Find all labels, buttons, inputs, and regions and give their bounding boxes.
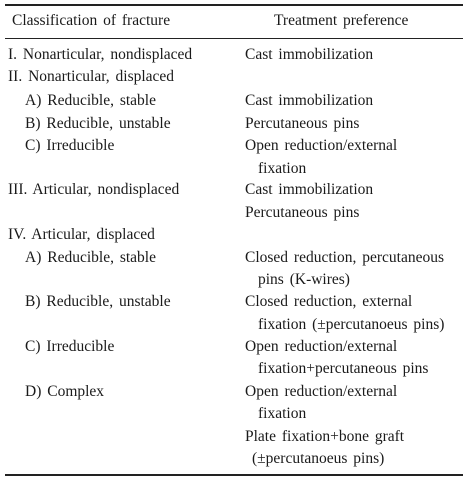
row-treatment-line: Closed reduction, external <box>245 293 413 310</box>
header-rule <box>5 38 463 39</box>
row-classification: IV. Articular, displaced <box>8 226 155 243</box>
row-treatment-line: fixation+percutaneous pins <box>258 360 429 377</box>
row-classification: III. Articular, nondisplaced <box>8 181 180 198</box>
row-classification: B) Reducible, unstable <box>25 293 171 310</box>
table-bottom-rule <box>5 474 463 476</box>
row-classification: A) Reducible, stable <box>25 92 156 109</box>
row-classification: C) Irreducible <box>25 338 115 355</box>
row-classification: B) Reducible, unstable <box>25 115 171 132</box>
row-treatment-line: Plate fixation+bone graft <box>245 428 405 445</box>
row-treatment-line: fixation (±percutanoeus pins) <box>258 316 445 333</box>
row-treatment-line: fixation <box>258 160 307 177</box>
row-treatment-line: Percutaneous pins <box>245 115 360 132</box>
row-treatment-line: fixation <box>258 405 307 422</box>
row-treatment-line: Percutaneous pins <box>245 204 360 221</box>
row-classification: C) Irreducible <box>25 137 115 154</box>
row-classification: A) Reducible, stable <box>25 249 156 266</box>
row-treatment-line: Open reduction/external <box>245 383 398 400</box>
row-classification: D) Complex <box>25 383 105 400</box>
row-treatment-line: Closed reduction, percutaneous <box>245 249 444 266</box>
row-classification: II. Nonarticular, displaced <box>8 68 175 85</box>
header-treatment: Treatment preference <box>274 12 409 29</box>
row-classification: I. Nonarticular, nondisplaced <box>8 46 193 63</box>
row-treatment-line: Open reduction/external <box>245 338 398 355</box>
row-treatment-line: Cast immobilization <box>245 46 374 63</box>
row-treatment-line: Cast immobilization <box>245 92 374 109</box>
row-treatment-line: Open reduction/external <box>245 137 398 154</box>
row-treatment-line: pins (K-wires) <box>258 271 350 288</box>
header-classification: Classification of fracture <box>12 12 171 29</box>
row-treatment-line: Cast immobilization <box>245 181 374 198</box>
row-treatment-line: (±percutanoeus pins) <box>252 450 385 467</box>
table-top-rule <box>5 4 463 6</box>
